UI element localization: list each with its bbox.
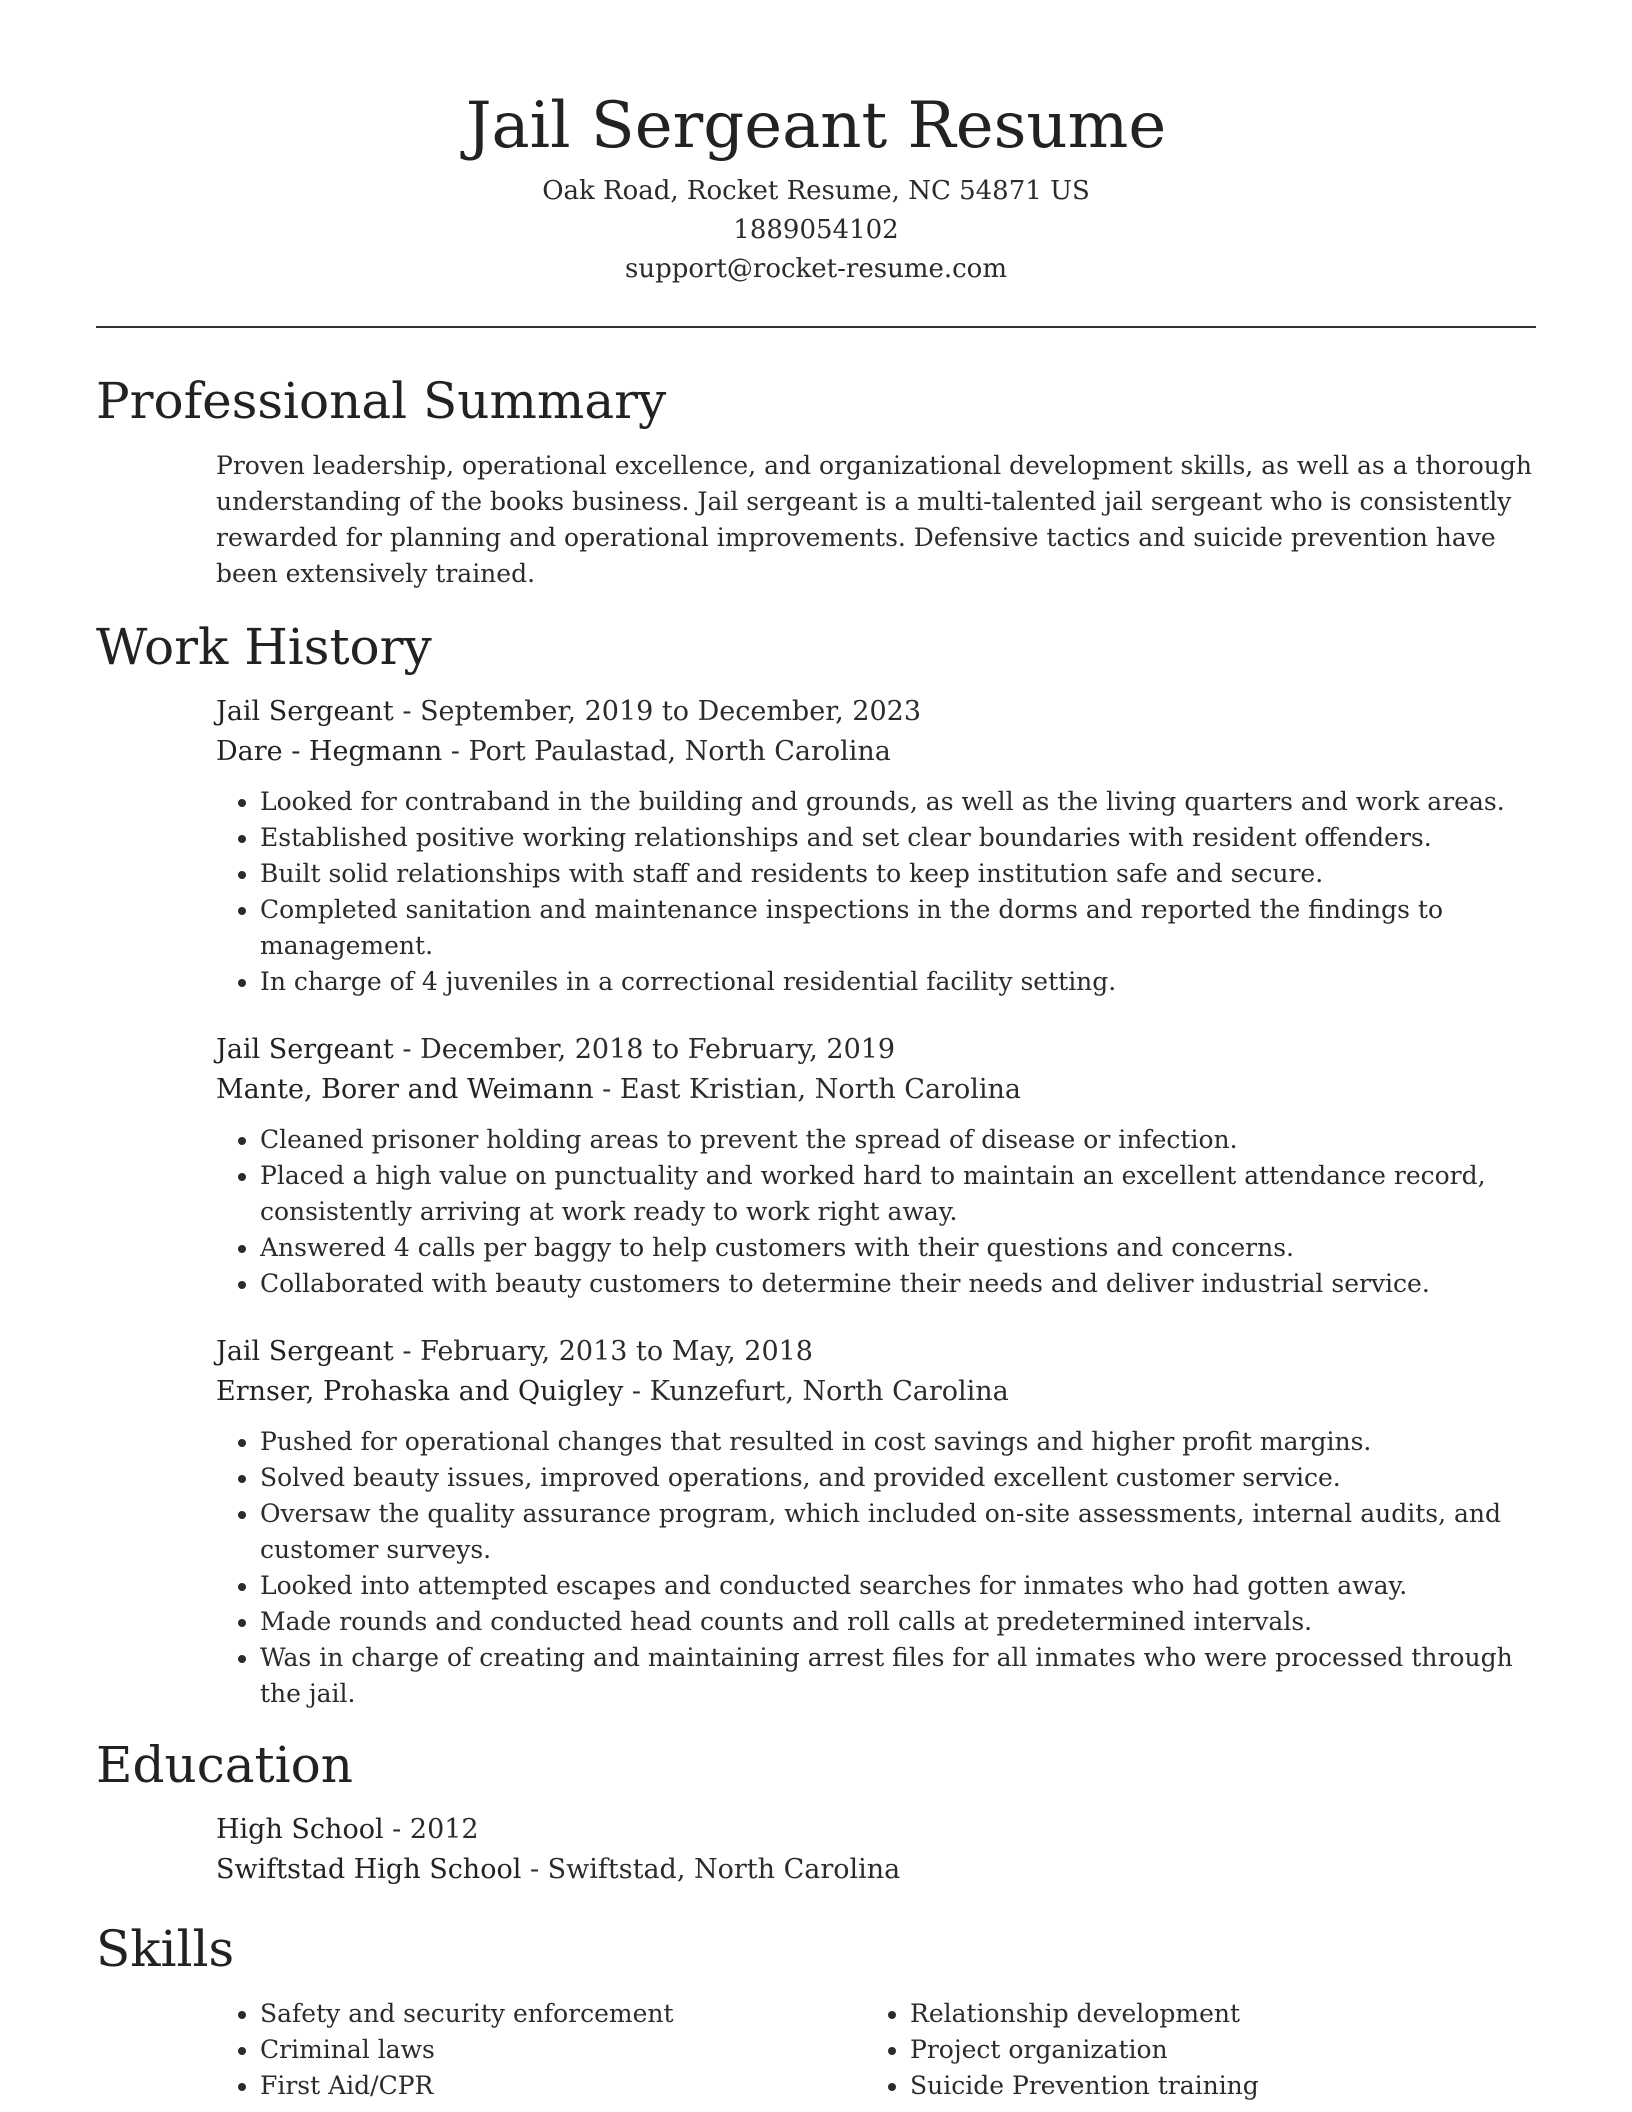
list-item: • Oversaw the quality assurance program, which included on-site assessments, internal audits, and customer surveys. <box>260 1496 1536 1568</box>
education-school-line: Swiftstad High School - Swiftstad, North Carolina <box>216 1854 901 1885</box>
list-item: • Answered 4 calls per baggy to help customers with their questions and concerns. <box>260 1230 1536 1266</box>
list-item: • In charge of 4 juveniles in a correctional residential facility setting. <box>260 964 1536 1000</box>
list-item: • Looked into attempted escapes and conducted searches for inmates who had gotten away. <box>260 1568 1536 1604</box>
contact-phone: 1889054102 <box>733 215 899 245</box>
job-company-line: Dare - Hegmann - Port Paulastad, North Carolina <box>216 736 891 767</box>
list-item: • Was in charge of creating and maintaining arrest files for all inmates who were processed through the jail. <box>260 1640 1536 1712</box>
job-title: Jail Sergeant <box>216 1034 394 1065</box>
list-item: • First Aid/CPR <box>260 2068 866 2104</box>
job-bullets <box>216 784 1536 1000</box>
skills-grid <box>216 1996 1536 2104</box>
work-history-heading: Work History <box>96 618 432 676</box>
job-dates: February, 2013 to May, 2018 <box>420 1336 813 1367</box>
job-company: Dare - Hegmann <box>216 736 443 767</box>
list-item: • Established positive working relationships and set clear boundaries with resident offenders. <box>260 820 1536 856</box>
summary-heading: Professional Summary <box>96 372 667 430</box>
education-section <box>96 1732 1536 1890</box>
skills-heading: Skills <box>96 1920 235 1978</box>
list-item: • Built solid relationships with staff and residents to keep institution safe and secure. <box>260 856 1536 892</box>
list-item: • Made rounds and conducted head counts and roll calls at predetermined intervals. <box>260 1604 1536 1640</box>
skills-list-right <box>866 1996 1516 2104</box>
job-dates: December, 2018 to February, 2019 <box>420 1034 896 1065</box>
job-title: Jail Sergeant <box>216 1336 394 1367</box>
resume-title: Jail Sergeant Resume <box>465 89 1167 163</box>
list-item: • Completed sanitation and maintenance inspections in the dorms and reported the findings to management. <box>260 892 1536 964</box>
skills-list-left <box>216 1996 866 2104</box>
job-company-line: Mante, Borer and Weimann - East Kristian, North Carolina <box>216 1074 1021 1105</box>
job-location: Port Paulastad, North Carolina <box>468 736 891 767</box>
list-item: • Looked for contraband in the building and grounds, as well as the living quarters and work areas. <box>260 784 1536 820</box>
list-item: • Pushed for operational changes that resulted in cost savings and higher profit margins. <box>260 1424 1536 1460</box>
job-company: Mante, Borer and Weimann <box>216 1074 594 1105</box>
skills-column-right <box>866 1996 1516 2104</box>
job-location: Kunzefurt, North Carolina <box>649 1376 1009 1407</box>
job-title: Jail Sergeant <box>216 696 394 727</box>
list-item: • Relationship development <box>910 1996 1516 2032</box>
education-heading: Education <box>96 1736 353 1794</box>
list-item: • Criminal laws <box>260 2032 866 2068</box>
job-title-line: Jail Sergeant - February, 2013 to May, 2018 <box>216 1336 813 1367</box>
job-location: East Kristian, North Carolina <box>619 1074 1021 1105</box>
job-title-line: Jail Sergeant - December, 2018 to February, 2019 <box>216 1034 896 1065</box>
list-item: • Suicide Prevention training <box>910 2068 1516 2104</box>
list-item: • Placed a high value on punctuality and worked hard to maintain an excellent attendance record, consistently arriving at work ready to work right away. <box>260 1158 1536 1230</box>
job-title-line: Jail Sergeant - September, 2019 to December, 2023 <box>216 696 922 727</box>
contact-email: support@rocket-resume.com <box>624 254 1007 284</box>
education-school: Swiftstad High School <box>216 1854 522 1885</box>
job-bullets <box>216 1122 1536 1302</box>
list-item: • Cleaned prisoner holding areas to prevent the spread of disease or infection. <box>260 1122 1536 1158</box>
resume-header <box>96 0 1536 289</box>
skills-column-left <box>216 1996 866 2104</box>
header-divider <box>96 326 1536 328</box>
summary-section <box>96 368 1536 592</box>
list-item: • Solved beauty issues, improved operations, and provided excellent customer service. <box>260 1460 1536 1496</box>
summary-text: Proven leadership, operational excellence, and organizational development skills, as well as a thorough understanding of the books business. Jail sergeant is a multi-talented jail sergeant who is consistently rewarded for planning and operational improvements. Defensive tactics and suicide prevention have been extensively trained. <box>216 451 1532 588</box>
job-entry <box>216 1030 1536 1302</box>
education-degree-line: High School - 2012 <box>216 1814 479 1845</box>
job-entry <box>216 1332 1536 1712</box>
job-company-line: Ernser, Prohaska and Quigley - Kunzefurt, North Carolina <box>216 1376 1009 1407</box>
list-item: • Project organization <box>910 2032 1516 2068</box>
job-company: Ernser, Prohaska and Quigley <box>216 1376 624 1407</box>
work-history-section <box>96 614 1536 1712</box>
education-location: Swiftstad, North Carolina <box>547 1854 901 1885</box>
job-dates: September, 2019 to December, 2023 <box>420 696 922 727</box>
job-bullets <box>216 1424 1536 1712</box>
list-item: • Safety and security enforcement <box>260 1996 866 2032</box>
skills-section <box>96 1916 1536 2104</box>
resume-page <box>96 0 1536 2104</box>
contact-address: Oak Road, Rocket Resume, NC 54871 US <box>542 176 1090 206</box>
job-entry <box>216 692 1536 1000</box>
education-degree: High School <box>216 1814 384 1845</box>
education-year: 2012 <box>409 1814 479 1845</box>
list-item: • Collaborated with beauty customers to determine their needs and deliver industrial service. <box>260 1266 1536 1302</box>
